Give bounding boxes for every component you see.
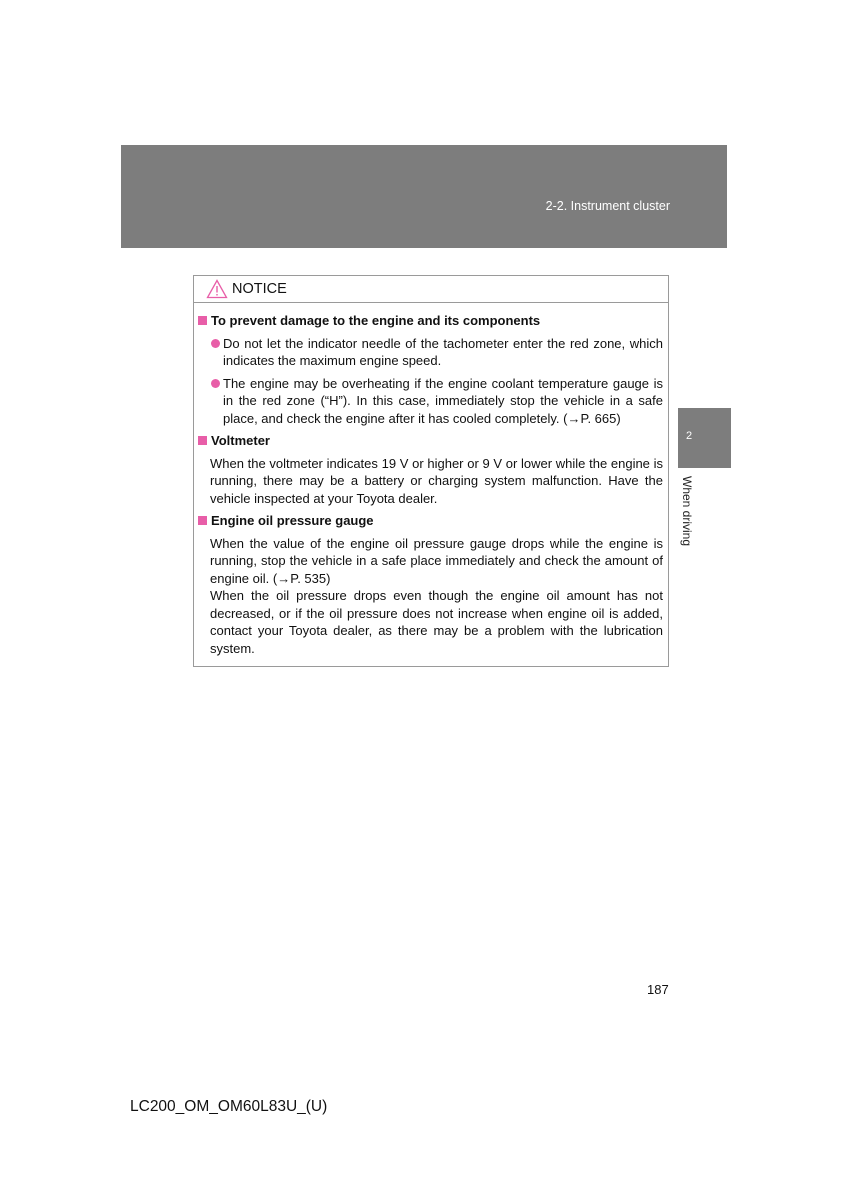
- paragraph-line: When the value of the engine oil pressure gauge drops while the engine is running, stop the vehicle in a safe place immediately and check the amount of engine oil. (→P. 535): [210, 535, 663, 586]
- section-heading: Engine oil pressure gauge: [198, 512, 663, 530]
- chapter-label: When driving: [680, 476, 694, 547]
- chapter-number: 2: [686, 430, 693, 442]
- list-item: The engine may be overheating if the engine coolant temperature gauge is in the red zone (“H”). In this case, immediately stop the vehicle in a safe place, and check the engine after it has cooled completely. (→P. 665): [198, 375, 663, 428]
- notice-title: NOTICE: [232, 281, 287, 297]
- square-bullet-icon: [198, 436, 207, 445]
- section-heading: Voltmeter: [198, 432, 663, 450]
- chapter-tab: [678, 408, 731, 468]
- list-item: Do not let the indicator needle of the tachometer enter the red zone, which indicates the maximum engine speed.: [198, 335, 663, 370]
- circle-bullet-icon: [211, 339, 220, 348]
- paragraph: When the voltmeter indicates 19 V or higher or 9 V or lower while the engine is running, there may be a battery or charging system malfunction. Have the vehicle inspected at your Toyota dealer.: [210, 455, 663, 506]
- square-bullet-icon: [198, 516, 207, 525]
- notice-header: [194, 276, 668, 303]
- document-code: LC200_OM_OM60L83U_(U): [130, 1098, 328, 1115]
- paragraph: [198, 535, 663, 658]
- notice-body: [194, 303, 668, 657]
- paragraph-line: When the oil pressure drops even though the engine oil amount has not decreased, or if the oil pressure does not increase when engine oil is added, contact your Toyota dealer, as there may be a problem with the lubrication system.: [210, 588, 663, 656]
- section-title: 2-2. Instrument cluster: [545, 199, 670, 213]
- circle-bullet-icon: [211, 379, 220, 388]
- notice-box: [193, 275, 669, 667]
- page-number: 187: [647, 982, 669, 997]
- square-bullet-icon: [198, 316, 207, 325]
- warning-triangle-icon: [206, 279, 228, 299]
- header-band: [121, 145, 727, 248]
- section-heading: To prevent damage to the engine and its components: [198, 312, 663, 330]
